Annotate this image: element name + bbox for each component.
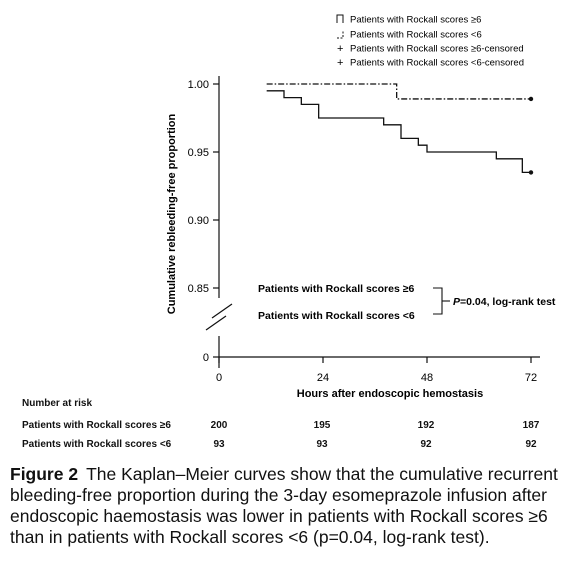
legend-entry: Patients with Rockall scores <6-censored [350,57,524,69]
risk-value: 92 [525,439,537,450]
legend-swatch [337,15,343,23]
annotation-bracket [433,288,442,314]
risk-table-title: Number at risk [22,398,93,409]
y-tick-label: 0.90 [187,215,209,227]
series-line [267,91,531,173]
risk-row-high-label: Patients with Rockall scores ≥6 [22,420,171,431]
legend-entry: Patients with Rockall scores <6 [350,29,482,41]
risk-value: 92 [420,439,432,450]
censor-marker [529,170,533,174]
p-value-label: P=0.04, log-rank test [453,296,556,308]
x-tick-label: 24 [316,372,330,384]
legend-swatch: + [337,43,344,55]
risk-value: 192 [417,420,435,431]
y-tick-label: 0 [202,352,209,364]
annotation-group-high: Patients with Rockall scores ≥6 [258,283,415,295]
risk-value: 187 [522,420,540,431]
x-tick-label: 72 [524,372,538,384]
y-tick-label: 0.85 [187,283,209,295]
y-axis-label: Cumulative rebleeding-free proportion [166,113,178,315]
risk-value: 195 [313,420,331,431]
risk-value: 93 [213,439,225,450]
legend-entry: Patients with Rockall scores ≥6-censored [350,43,524,55]
x-tick-label: 48 [420,372,434,384]
x-axis-label: Hours after endoscopic hemostasis [296,388,484,400]
y-tick-label: 1.00 [187,79,209,91]
legend-swatch: + [337,57,344,69]
annotation-group-low: Patients with Rockall scores <6 [258,310,415,322]
legend-entry: Patients with Rockall scores ≥6 [350,14,482,26]
risk-row-low-label: Patients with Rockall scores <6 [22,439,172,450]
axis-break-mark [206,316,226,330]
series-line [267,84,531,99]
risk-value: 93 [316,439,328,450]
censor-marker [529,97,533,101]
axis-break-mark [212,304,232,318]
caption-text: The Kaplan–Meier curves show that the cumulative recurrent bleeding-free proportion during the 3-day esomeprazole infusion after endoscopic haemostasis was lower in patients with Rockall scores ≥6 than in patients with Rockall scores <6 (p=0.04, log-rank test). [10,464,558,547]
x-tick-label: 0 [215,372,223,384]
caption-label: Figure 2 [10,464,79,484]
y-tick-label: 0.95 [187,147,209,159]
risk-value: 200 [210,420,228,431]
figure-caption [10,464,575,548]
legend-swatch [337,30,343,38]
